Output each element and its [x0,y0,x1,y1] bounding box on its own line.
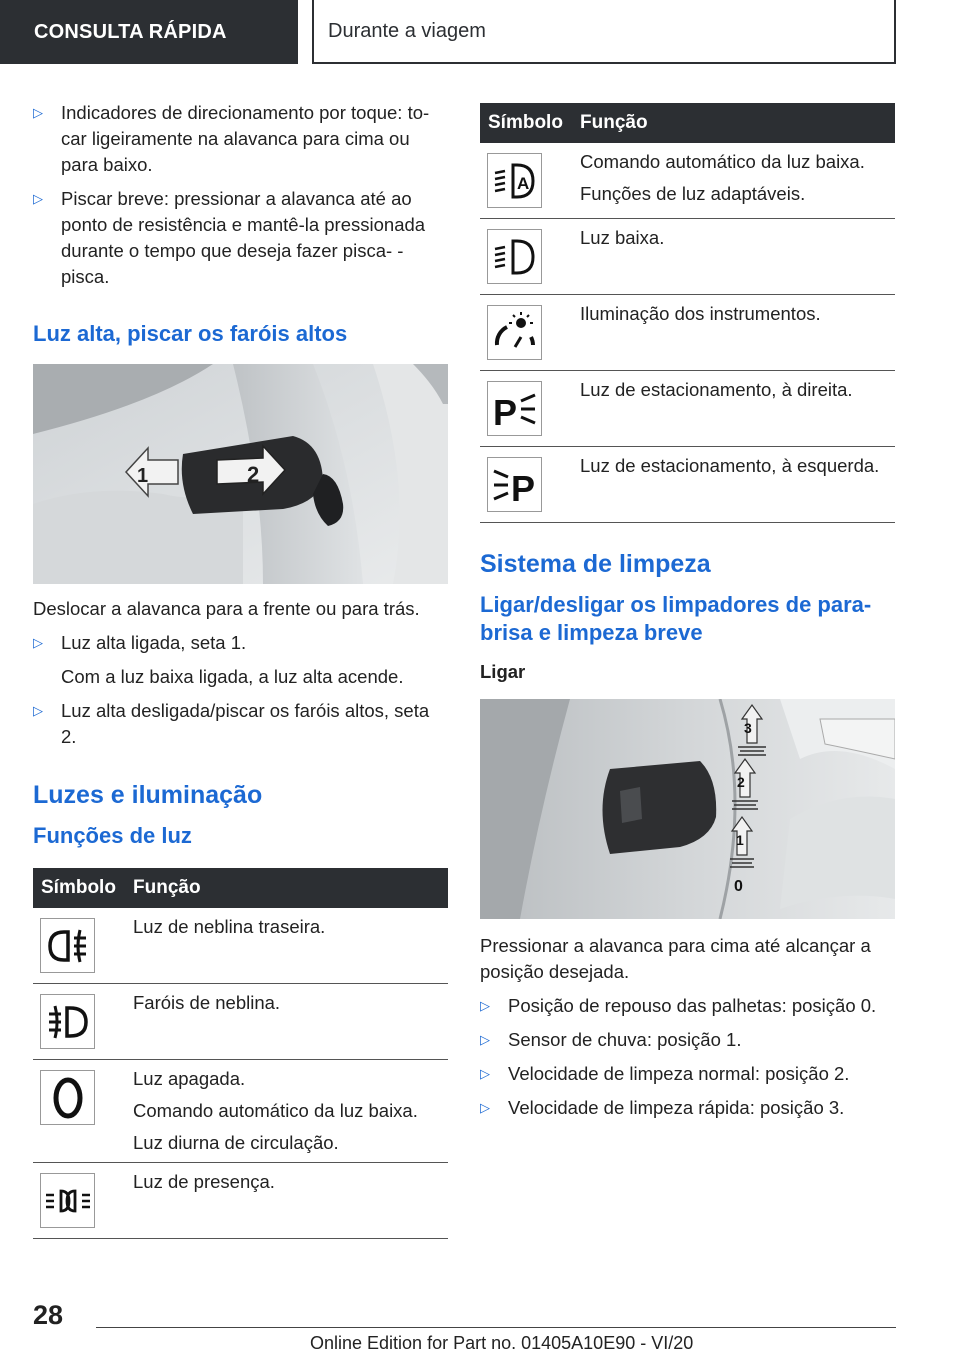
list-item [480,993,895,1019]
lights-off-zero-icon [40,1070,95,1125]
light-functions-table-continued [480,103,895,523]
column-header-function: Função [133,877,201,898]
low-beam-icon [487,229,542,284]
instruction-text: Deslocar a alavanca para a frente ou para trás. [33,598,420,619]
function-text: Faróis de neblina. [133,992,281,1013]
column-header-function: Função [580,112,648,133]
bullet-triangle-icon: ▷ [480,1066,490,1081]
table-row [33,908,448,984]
high-beam-lever-photo [33,364,448,584]
svg-text:A: A [516,173,529,193]
position-label-2: 2 [737,774,745,790]
arrow-label-1: 1 [137,465,149,487]
instrument-lighting-icon [487,305,542,360]
list-item-text: Sensor de chuva: posição 1. [508,1029,742,1050]
instruction-text: Pressionar a alavanca para cima até alcançar a posição desejada. [480,935,871,982]
function-text: Funções de luz adaptáveis. [580,183,806,204]
heading-light-functions: Funções de luz [33,823,192,848]
list-item-text: Piscar breve: pressionar a alavanca até ao ponto de resistência e mantê-la pressionada durante o tempo que deseja fazer pisca- -pisca. [61,188,426,287]
position-label-1: 1 [736,832,744,848]
list-item [33,100,448,178]
function-text: Luz de presença. [133,1171,275,1192]
bullet-triangle-icon: ▷ [33,703,43,718]
front-fog-lights-icon [40,994,95,1049]
table-row [480,219,895,295]
auto-low-beam-icon [487,153,542,208]
list-item [480,1095,895,1121]
function-text: Luz de neblina traseira. [133,916,326,937]
list-item-text: Posição de repouso das palhetas: posição 0. [508,995,877,1016]
bullet-triangle-icon: ▷ [33,105,43,120]
footer-edition: Online Edition for Part no. 01405A10E90 - VI/20 [310,1333,694,1353]
heading-on: Ligar [480,661,526,682]
bullet-triangle-icon: ▷ [480,1032,490,1047]
rear-fog-light-icon [40,918,95,973]
list-item [33,698,448,750]
heading-lights: Luzes e iluminação [33,781,263,809]
bullet-triangle-icon: ▷ [480,998,490,1013]
position-label-0: 0 [734,878,743,895]
table-row [33,1060,448,1163]
left-column [33,100,448,1239]
section-tab [0,0,298,64]
heading-high-beam: Luz alta, piscar os faróis altos [33,321,348,346]
light-functions-table [33,868,448,1239]
table-header [33,868,448,908]
column-header-symbol: Símbolo [41,877,116,898]
parking-light-right-icon [487,381,542,436]
heading-wipers: Ligar/desligar os limpadores de para-brisa e limpeza breve [480,592,872,645]
list-item-text: Luz alta desligada/piscar os faróis altos, seta 2. [61,700,430,747]
table-row [480,295,895,371]
svg-text:P: P [510,467,535,507]
bullet-triangle-icon: ▷ [480,1100,490,1115]
chapter-title: Durante a viagem [328,19,486,42]
function-text: Luz apagada. [133,1068,246,1089]
table-row [480,143,895,219]
function-text: Comando automático da luz baixa. [133,1100,418,1121]
right-column [480,103,895,1129]
bullet-triangle-icon: ▷ [33,635,43,650]
bullet-triangle-icon: ▷ [33,191,43,206]
section-title: CONSULTA RÁPIDA [34,20,227,43]
table-row [480,371,895,447]
function-text: Luz baixa. [580,227,665,248]
table-row [33,984,448,1060]
list-item-text: Luz alta ligada, seta 1. [61,632,247,653]
sub-text: Com a luz baixa ligada, a luz alta acende. [61,666,404,687]
parking-lights-icon [40,1173,95,1228]
heading-cleaning-system: Sistema de limpeza [480,550,711,578]
table-header [480,103,895,143]
list-item [480,1027,895,1053]
svg-text:P: P [492,391,517,431]
column-header-symbol: Símbolo [488,112,563,133]
list-item-text: Indicadores de direcionamento por toque: to- car ligeiramente na alavanca para cima ou para baixo. [61,102,430,175]
function-text: Luz de estacionamento, à direita. [580,379,853,400]
page-number: 28 [33,1300,64,1330]
function-text: Luz de estacionamento, à esquerda. [580,455,880,476]
function-text: Luz diurna de circulação. [133,1132,339,1153]
list-item-text: Velocidade de limpeza rápida: posição 3. [508,1097,845,1118]
parking-light-left-icon [487,457,542,512]
function-text: Comando automático da luz baixa. [580,151,865,172]
list-item-text: Velocidade de limpeza normal: posição 2. [508,1063,850,1084]
table-row [480,447,895,523]
list-item [480,1061,895,1087]
chapter-tab [312,0,896,64]
list-item [33,630,448,656]
position-label-3: 3 [744,720,752,736]
table-row [33,1163,448,1239]
arrow-label-2: 2 [247,462,260,487]
wiper-lever-photo [480,699,895,919]
list-item [33,186,448,290]
function-text: Iluminação dos instrumentos. [580,303,821,324]
footer-divider [96,1327,896,1328]
